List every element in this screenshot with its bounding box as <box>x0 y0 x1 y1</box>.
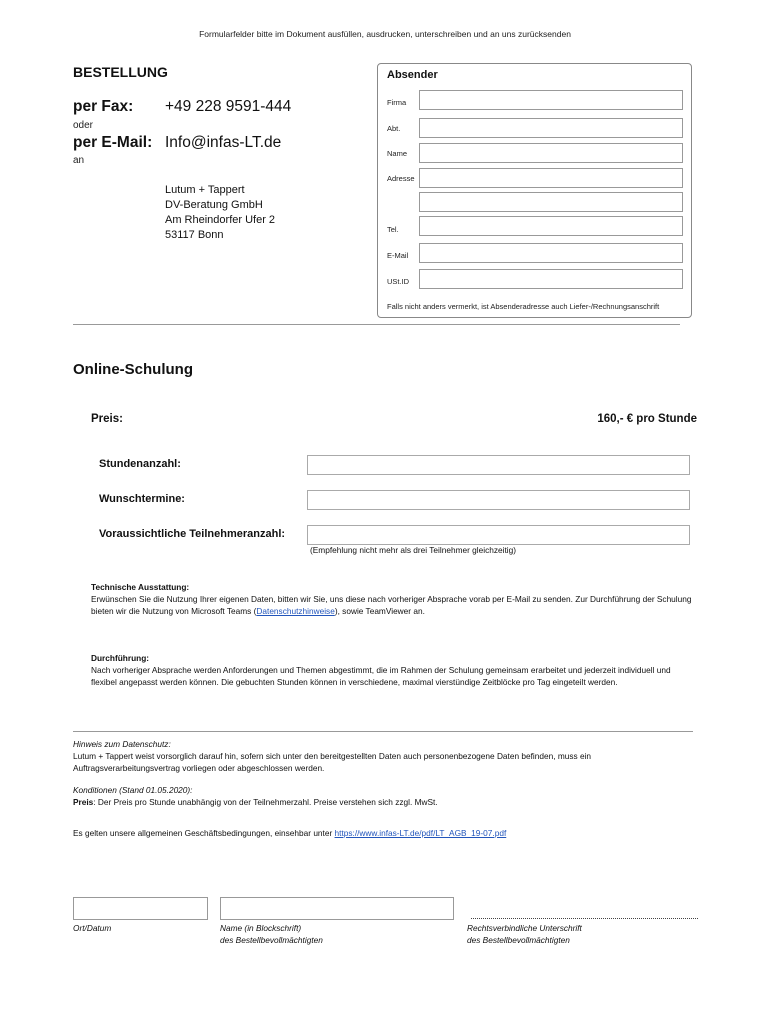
adresse-label: Adresse <box>387 174 415 183</box>
preis-text: : Der Preis pro Stunde unabhängig von der Teilnehmerzahl. Preise verstehen sich zzgl. MwSt. <box>93 797 438 807</box>
absender-title: Absender <box>387 69 438 81</box>
name-field[interactable] <box>419 143 683 163</box>
oder-text: oder <box>73 120 94 131</box>
ort-datum-label: Ort/Datum <box>73 923 112 933</box>
durchfuehrung-block <box>91 652 697 688</box>
divider <box>73 324 680 325</box>
absender-note: Falls nicht anders vermerkt, ist Absenderadresse auch Liefer-/Rechnungsanschrift <box>387 302 660 311</box>
durchfuehrung-text: Nach vorheriger Absprache werden Anforderungen und Themen abgestimmt, die im Rahmen der Schulung gemeinsam erarbeitet und jederzeit individuell und flexibel angepasst werden können. Die gebuchten Stunden können in verschiedene, maximal vierstündige Zeitblöcke pro Tag eingeteilt werden. <box>91 665 671 687</box>
datenschutz-block <box>73 738 697 774</box>
name-block-field[interactable] <box>220 897 454 920</box>
konditionen-title: Konditionen (Stand 01.05.2020): <box>73 785 193 795</box>
address-line: DV-Beratung GmbH <box>165 199 263 211</box>
technik-text-b: ), sowie TeamViewer an. <box>334 606 425 616</box>
teilnehmer-hint: (Empfehlung nicht mehr als drei Teilnehmer gleichzeitig) <box>310 545 516 555</box>
firma-field[interactable] <box>419 90 683 110</box>
fax-label: per Fax: <box>73 98 134 115</box>
email-field[interactable] <box>419 243 683 263</box>
name-label-2: des Bestellbevollmächtigten <box>220 935 323 945</box>
address-line: 53117 Bonn <box>165 229 224 241</box>
tel-field[interactable] <box>419 216 683 236</box>
name-label: Name <box>387 149 408 158</box>
abt-label: Abt. <box>387 124 401 133</box>
price-label: Preis: <box>91 413 123 425</box>
online-heading: Online-Schulung <box>73 361 193 378</box>
adresse-field-2[interactable] <box>419 192 683 212</box>
adresse-field-1[interactable] <box>419 168 683 188</box>
divider <box>73 731 693 732</box>
konditionen-text <box>73 796 697 808</box>
technik-title: Technische Ausstattung: <box>91 582 190 592</box>
ort-datum-field[interactable] <box>73 897 208 920</box>
preis-label: Preis <box>73 797 94 807</box>
email-label: per E-Mail: <box>73 134 153 151</box>
address-line: Lutum + Tappert <box>165 184 245 196</box>
technik-text <box>91 593 697 617</box>
stunden-field[interactable] <box>307 455 690 475</box>
datenschutz-title: Hinweis zum Datenschutz: <box>73 739 171 749</box>
address-line: Am Rheindorfer Ufer 2 <box>165 214 276 226</box>
teilnehmer-field[interactable] <box>307 525 690 545</box>
recipient-address <box>165 183 275 243</box>
stunden-label: Stundenanzahl: <box>99 458 181 470</box>
sig-label-1: Rechtsverbindliche Unterschrift <box>467 923 582 933</box>
signature-line <box>471 918 698 919</box>
sig-label-2: des Bestellbevollmächtigten <box>467 935 570 945</box>
name-block-label <box>220 922 323 946</box>
fax-value: +49 228 9591-444 <box>165 98 292 115</box>
email-field-label: E-Mail <box>387 251 409 260</box>
signature-label <box>467 922 582 946</box>
agb-text: Es gelten unsere allgemeinen Geschäftsbedingungen, einsehbar unter <box>73 828 335 838</box>
technik-text-a: Erwünschen Sie die Nutzung Ihrer eigenen Daten, bitten wir Sie, uns diese nach vorheriger Absprache vorab per E-Mail zu senden. Zur Durchführung der Schulung bieten wir die Nutzung von Microsoft Teams ( <box>91 594 692 616</box>
wunsch-field[interactable] <box>307 490 690 510</box>
price-value: 160,- € pro Stunde <box>597 413 697 425</box>
an-text: an <box>73 155 85 166</box>
konditionen-block <box>73 784 697 808</box>
agb-line <box>73 827 697 839</box>
wunsch-label: Wunschtermine: <box>99 493 185 505</box>
top-note: Formularfelder bitte im Dokument ausfüllen, ausdrucken, unterschreiben und an uns zurücksenden <box>199 29 571 39</box>
abt-field[interactable] <box>419 118 683 138</box>
technik-block <box>91 581 697 617</box>
datenschutz-link[interactable]: Datenschutzhinweise <box>256 606 335 616</box>
durchfuehrung-title: Durchführung: <box>91 653 150 663</box>
datenschutz-text: Lutum + Tappert weist vorsorglich darauf hin, sofern sich unter den bereitgestellten Daten auch personenbezogene Daten befinden, muss ein Auftragsverarbeitungsvertrag vorliegen oder abgeschlossen werden. <box>73 751 592 773</box>
bestellung-heading: BESTELLUNG <box>73 64 168 80</box>
ustid-field[interactable] <box>419 269 683 289</box>
teilnehmer-label: Voraussichtliche Teilnehmeranzahl: <box>99 528 286 540</box>
firma-label: Firma <box>387 98 407 107</box>
tel-label: Tel. <box>387 225 399 234</box>
email-value: Info@infas-LT.de <box>165 134 282 151</box>
ustid-label: USt.ID <box>387 277 410 286</box>
name-label-1: Name (in Blockschrift) <box>220 923 302 933</box>
agb-link[interactable]: https://www.infas-LT.de/pdf/LT_AGB_19-07.pdf <box>334 828 507 838</box>
